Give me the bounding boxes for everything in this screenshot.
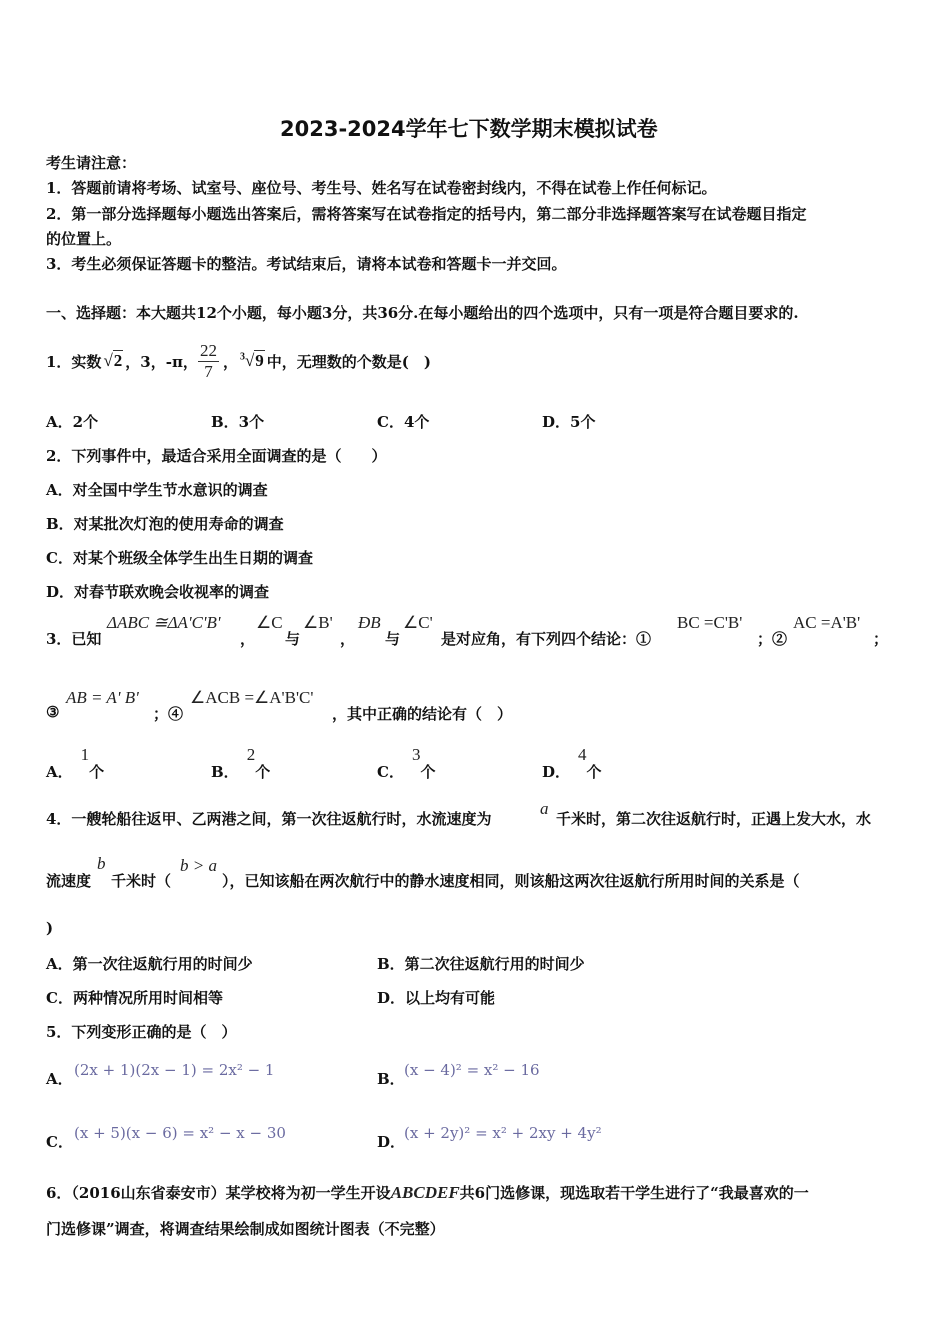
q4-line: ），已知该船在两次航行中的静水速度相同，则该船这两次往返航行所用时间的关系是（ xyxy=(222,872,800,890)
option-unit: 个 xyxy=(586,763,602,781)
notice-item: 2．第一部分选择题每小题选出答案后，需将答案写在试卷指定的括号内，第二部分非选择题答案写在试卷题目指定 xyxy=(46,205,807,223)
q4-var: b xyxy=(97,854,106,873)
q3-comma: ， xyxy=(240,630,256,648)
q4-var: a xyxy=(540,799,549,818)
q6-text: 共6门选修课，现选取若干学生进行了“我最喜欢的一 xyxy=(459,1184,809,1202)
q3-option[interactable] xyxy=(542,745,602,782)
q6-line: 门选修课”调查，将调查结果绘制成如图统计图表（不完整） xyxy=(46,1220,445,1238)
q4-line: 流速度 xyxy=(46,872,92,890)
option-label: C． xyxy=(377,763,404,781)
option-label: D． xyxy=(377,1133,406,1151)
q5-option[interactable] xyxy=(46,1068,73,1089)
q3-conclusion: ∠ACB =∠A'B'C' xyxy=(190,688,314,707)
q3-sep: ； xyxy=(873,630,889,648)
q3-mark: ③ xyxy=(46,703,60,721)
sqrt-symbol: √2 xyxy=(103,351,123,370)
question-5: 5．下列变形正确的是（ ） xyxy=(46,1023,237,1041)
q1-option[interactable]: D．5个 xyxy=(542,413,596,431)
cube-root-index: 3 xyxy=(239,351,245,363)
option-unit: 个 xyxy=(255,763,271,781)
q3-angle: ∠C' xyxy=(403,613,433,632)
q2-option[interactable]: B．对某批次灯泡的使用寿命的调查 xyxy=(46,515,284,533)
q4-condition: b > a xyxy=(180,856,217,875)
q3-sep: ；④ xyxy=(153,705,184,723)
q1-fraction xyxy=(198,341,219,382)
q5-option[interactable] xyxy=(377,1131,405,1152)
option-number: 4 xyxy=(578,745,587,764)
q2-option[interactable]: D．对春节联欢晚会收视率的调查 xyxy=(46,583,270,601)
notice-item: 的位置上。 xyxy=(46,230,122,248)
option-label: D． xyxy=(542,763,571,781)
option-label: B． xyxy=(377,1070,405,1088)
cube-root: $^3$√9 xyxy=(239,351,264,370)
q3-angle: ÐB xyxy=(358,613,381,632)
option-unit: 个 xyxy=(89,763,105,781)
option-number: 3 xyxy=(411,745,421,764)
q5-option[interactable] xyxy=(377,1068,405,1089)
q1-option[interactable]: C．4个 xyxy=(377,413,430,431)
q3-and: 与 xyxy=(285,630,301,648)
q4-option[interactable]: C．两种情况所用时间相等 xyxy=(46,989,223,1007)
q3-angle: ∠C xyxy=(256,613,283,632)
q4-line: 千米时（ xyxy=(111,872,172,890)
question-1 xyxy=(46,326,431,396)
q4-option[interactable]: B．第二次往返航行用的时间少 xyxy=(377,955,585,973)
q1-sqrt-radicand: 2 xyxy=(113,351,123,370)
q1-stem: 1．实数 xyxy=(46,352,102,371)
q5-expression: (x − 4)² = x² − 16 xyxy=(404,1061,540,1079)
q3-conclusion: AC =A'B' xyxy=(793,613,861,632)
q1-mid: ，3，-π， xyxy=(125,352,198,371)
notice-heading: 考生请注意： xyxy=(46,154,137,172)
option-number: 2 xyxy=(246,745,256,764)
q1-option[interactable]: A．2个 xyxy=(46,413,99,431)
option-label: B． xyxy=(211,763,239,781)
question-2: 2．下列事件中，最适合采用全面调查的是（ ） xyxy=(46,447,387,465)
q1-option[interactable]: B．3个 xyxy=(211,413,265,431)
notice-item: 1．答题前请将考场、试室号、座位号、考生号、姓名写在试卷密封线内，不得在试卷上作任何标记。 xyxy=(46,179,717,197)
option-unit: 个 xyxy=(420,763,436,781)
q3-option[interactable] xyxy=(46,745,104,782)
fraction-denominator: 7 xyxy=(204,361,213,381)
q1-comma: ， xyxy=(222,352,238,371)
q3-conclusion: BC =C'B' xyxy=(677,613,743,632)
q3-end: ，其中正确的结论有（ ） xyxy=(332,705,513,723)
fraction-numerator: 22 xyxy=(199,340,217,360)
q2-option[interactable]: A．对全国中学生节水意识的调查 xyxy=(46,481,268,499)
q3-angle: ∠B' xyxy=(303,613,333,632)
q3-comma: ， xyxy=(340,630,356,648)
q4-option[interactable]: A．第一次往返航行用的时间少 xyxy=(46,955,253,973)
q3-option[interactable] xyxy=(211,745,270,782)
page-title: 2023-2024学年七下数学期末模拟试卷 xyxy=(280,117,658,141)
q2-option[interactable]: C．对某个班级全体学生出生日期的调查 xyxy=(46,549,313,567)
question-6 xyxy=(46,1182,809,1203)
q4-line: 4．一艘轮船往返甲、乙两港之间，第一次往返航行时，水流速度为 xyxy=(46,810,492,828)
option-label: A． xyxy=(46,763,73,781)
q5-expression: (2x + 1)(2x − 1) = 2x² − 1 xyxy=(74,1061,275,1079)
option-label: C． xyxy=(46,1133,73,1151)
option-label: A． xyxy=(46,1070,73,1088)
q3-label: 3．已知 xyxy=(46,630,102,648)
q4-line: ) xyxy=(46,919,54,937)
q6-letters: ABCDEF xyxy=(390,1183,460,1202)
q3-option[interactable] xyxy=(377,745,435,782)
q6-text: 6．（2016山东省泰安市）某学校将为初一学生开设 xyxy=(46,1184,391,1202)
q5-option[interactable] xyxy=(46,1131,73,1152)
q4-line: 千米时，第二次往返航行时，正遇上发大水，水 xyxy=(556,810,872,828)
q3-tail: 是对应角，有下列四个结论：① xyxy=(441,630,652,648)
q5-expression: (x + 2y)² = x² + 2xy + 4y² xyxy=(404,1124,602,1142)
q5-expression: (x + 5)(x − 6) = x² − x − 30 xyxy=(74,1124,286,1142)
q3-congruence: ΔABC ≅ΔA'C'B' xyxy=(107,613,221,632)
notice-item: 3．考生必须保证答题卡的整洁。考试结束后，请将本试卷和答题卡一并交回。 xyxy=(46,255,567,273)
q1-stem-end: 中，无理数的个数是( ) xyxy=(266,352,431,371)
q3-sep: ；② xyxy=(757,630,788,648)
q4-option[interactable]: D．以上均有可能 xyxy=(377,989,496,1007)
q3-conclusion: AB = A' B' xyxy=(66,688,139,707)
cube-root-radicand: 9 xyxy=(255,351,264,370)
q3-and: 与 xyxy=(385,630,401,648)
section-heading: 一、选择题：本大题共12个小题，每小题3分，共36分.在每小题给出的四个选项中，只有一项是符合题目要求的. xyxy=(46,304,799,322)
option-number: 1 xyxy=(80,745,90,764)
